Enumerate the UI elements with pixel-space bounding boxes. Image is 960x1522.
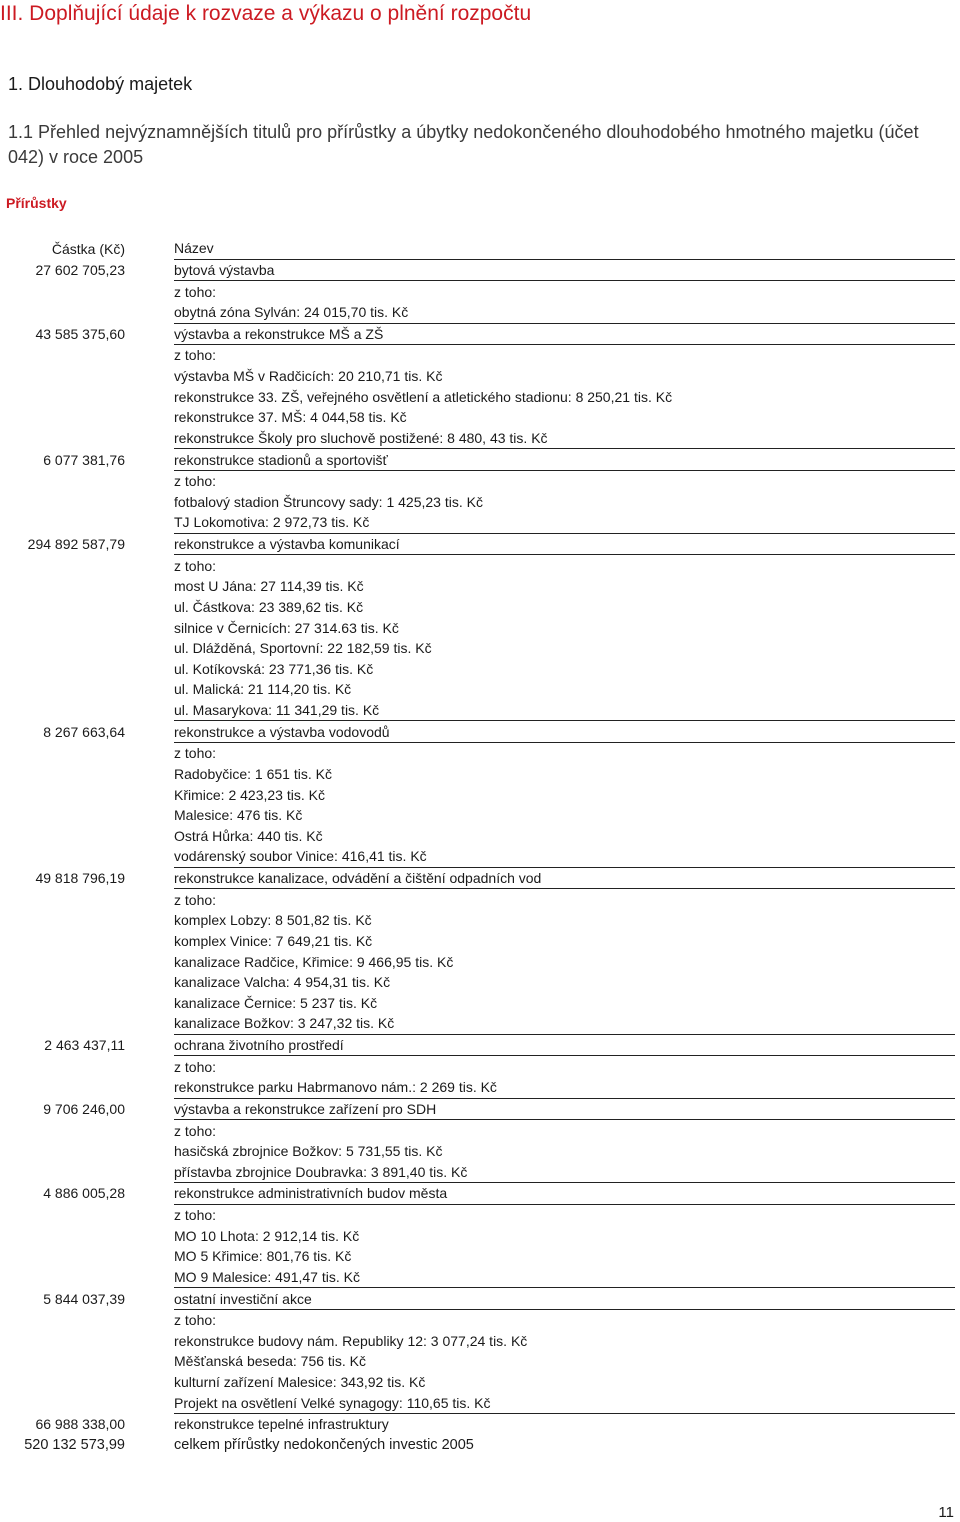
row-detail: z toho: [174, 745, 217, 762]
table-row [0, 993, 955, 1014]
row-detail: ul. Masarykova: 11 341,29 tis. Kč [174, 700, 955, 721]
table-row [0, 805, 955, 826]
table-row [0, 492, 955, 513]
row-amount-empty [0, 679, 174, 700]
row-title: rekonstrukce administrativních budov města [174, 1183, 955, 1205]
row-amount-empty [0, 1141, 174, 1162]
row-detail: výstavba MŠ v Radčicích: 20 210,71 tis. Kč [174, 368, 443, 385]
table-row [0, 867, 955, 889]
row-amount-empty [0, 1204, 174, 1225]
table-row [0, 407, 955, 428]
row-amount: 49 818 796,19 [35, 870, 125, 887]
row-amount-empty [0, 764, 174, 785]
row-amount-empty [0, 492, 174, 513]
table-row [0, 470, 955, 491]
row-amount-empty [0, 1267, 174, 1288]
row-amount: 294 892 587,79 [27, 536, 125, 553]
additions-table [0, 238, 955, 1455]
row-detail: Malesice: 476 tis. Kč [174, 807, 303, 824]
row-amount-empty [0, 407, 174, 428]
table-row [0, 764, 955, 785]
table-row [0, 302, 955, 323]
table-row [0, 1204, 955, 1225]
row-amount-empty [0, 617, 174, 638]
table-row [0, 889, 955, 910]
row-detail: Radobyčice: 1 651 tis. Kč [174, 765, 332, 782]
row-detail: kulturní zařízení Malesice: 343,92 tis. Kč [174, 1374, 426, 1391]
row-title: ostatní investiční akce [174, 1288, 955, 1310]
row-amount: 27 602 705,23 [35, 261, 125, 278]
table-row [0, 1246, 955, 1267]
total-amount: 520 132 573,99 [24, 1436, 125, 1453]
row-amount-empty [0, 972, 174, 993]
row-detail: Projekt na osvětlení Velké synagogy: 110,65 tis. Kč [174, 1392, 955, 1413]
table-row [0, 259, 955, 281]
row-detail: rekonstrukce parku Habrmanovo nám.: 2 269 tis. Kč [174, 1077, 955, 1098]
row-detail: z toho: [174, 1058, 217, 1075]
row-amount-empty [0, 1309, 174, 1330]
table-body [0, 259, 955, 1455]
table-row [0, 1013, 955, 1034]
row-amount-empty [0, 281, 174, 302]
row-detail: ul. Částkova: 23 389,62 tis. Kč [174, 598, 364, 615]
row-amount-empty [0, 700, 174, 721]
row-amount: 9 706 246,00 [43, 1100, 125, 1117]
table-row [0, 555, 955, 576]
row-detail: komplex Vinice: 7 649,21 tis. Kč [174, 932, 373, 949]
column-header-name: Název [174, 238, 955, 259]
table-row [0, 1077, 955, 1098]
row-amount-empty [0, 345, 174, 366]
row-detail: kanalizace Radčice, Křimice: 9 466,95 tis. Kč [174, 953, 454, 970]
row-detail: ul. Malická: 21 114,20 tis. Kč [174, 681, 352, 698]
row-title: výstavba a rekonstrukce MŠ a ZŠ [174, 323, 955, 345]
row-amount-empty [0, 659, 174, 680]
row-detail: silnice v Černicích: 27 314.63 tis. Kč [174, 619, 399, 636]
table-row [0, 1056, 955, 1077]
table-row [0, 951, 955, 972]
table-row [0, 743, 955, 764]
table-row [0, 784, 955, 805]
row-amount: 8 267 663,64 [43, 723, 125, 740]
row-detail: MO 10 Lhota: 2 912,14 tis. Kč [174, 1227, 360, 1244]
row-amount-empty [0, 1246, 174, 1267]
row-amount-empty [0, 555, 174, 576]
row-detail: z toho: [174, 473, 217, 490]
section-heading: 1.1 Přehled nejvýznamnějších titulů pro přírůstky a úbytky nedokončeného dlouhodobého hmotného majetku (účet 042) v roce 2005 [8, 122, 919, 167]
row-amount-empty [0, 366, 174, 387]
row-amount-empty [0, 910, 174, 931]
table-row [0, 679, 955, 700]
row-detail: z toho: [174, 347, 217, 364]
table-row [0, 1351, 955, 1372]
row-title: rekonstrukce a výstavba komunikací [174, 533, 955, 555]
row-detail: kanalizace Valcha: 4 954,31 tis. Kč [174, 974, 391, 991]
row-detail: vodárenský soubor Vinice: 416,41 tis. Kč [174, 846, 955, 867]
row-amount-empty [0, 1392, 174, 1413]
table-row [0, 721, 955, 743]
row-detail: Měšťanská beseda: 756 tis. Kč [174, 1353, 367, 1370]
document-heading: III. Doplňující údaje k rozvaze a výkazu o plnění rozpočtu [0, 2, 532, 25]
column-header-amount: Částka (Kč) [51, 240, 125, 257]
table-row [0, 1141, 955, 1162]
row-amount-empty [0, 846, 174, 867]
row-amount-empty [0, 470, 174, 491]
table-row [0, 1392, 955, 1413]
row-amount-empty [0, 993, 174, 1014]
table-row [0, 1034, 955, 1056]
row-title: rekonstrukce a výstavba vodovodů [174, 721, 955, 743]
row-amount-empty [0, 931, 174, 952]
row-amount-empty [0, 1351, 174, 1372]
row-amount-empty [0, 1013, 174, 1034]
row-detail: rekonstrukce 37. MŠ: 4 044,58 tis. Kč [174, 409, 407, 426]
table-row [0, 1331, 955, 1352]
table-row [0, 1120, 955, 1141]
table-row [0, 281, 955, 302]
row-amount-empty [0, 826, 174, 847]
row-amount-empty [0, 1372, 174, 1393]
row-amount-empty [0, 302, 174, 323]
row-amount-empty [0, 951, 174, 972]
row-amount-empty [0, 743, 174, 764]
row-detail: MO 9 Malesice: 491,47 tis. Kč [174, 1267, 955, 1288]
row-detail: z toho: [174, 891, 217, 908]
row-detail: fotbalový stadion Štruncovy sady: 1 425,23 tis. Kč [174, 493, 483, 510]
row-detail: z toho: [174, 283, 217, 300]
row-amount: 6 077 381,76 [43, 451, 125, 468]
page-number: 11 [938, 1504, 954, 1521]
chapter-heading: 1. Dlouhodobý majetek [8, 74, 193, 94]
table-row [0, 449, 955, 471]
table-row [0, 1372, 955, 1393]
row-amount-empty [0, 889, 174, 910]
row-title: rekonstrukce kanalizace, odvádění a čištění odpadních vod [174, 867, 955, 889]
table-header-row [0, 238, 955, 259]
row-amount-empty [0, 1162, 174, 1183]
row-amount: 4 886 005,28 [43, 1185, 125, 1202]
row-title: rekonstrukce tepelné infrastruktury [174, 1416, 389, 1433]
section-label: Přírůstky [6, 195, 67, 211]
table-row [0, 1162, 955, 1183]
table-row [0, 533, 955, 555]
row-detail: TJ Lokomotiva: 2 972,73 tis. Kč [174, 512, 955, 533]
table-row-total [0, 1435, 955, 1456]
row-amount-empty [0, 1077, 174, 1098]
row-detail: ul. Dlážděná, Sportovní: 22 182,59 tis. Kč [174, 640, 432, 657]
row-amount-empty [0, 1056, 174, 1077]
table-row [0, 1414, 955, 1435]
row-detail: hasičská zbrojnice Božkov: 5 731,55 tis. Kč [174, 1143, 443, 1160]
table-row [0, 323, 955, 345]
table-row [0, 1267, 955, 1288]
row-amount-empty [0, 1331, 174, 1352]
table-row [0, 1225, 955, 1246]
row-detail: MO 5 Křimice: 801,76 tis. Kč [174, 1248, 352, 1265]
table-row [0, 1288, 955, 1310]
total-title: celkem přírůstky nedokončených investic 2005 [174, 1436, 474, 1453]
row-title: bytová výstavba [174, 259, 955, 281]
row-detail: z toho: [174, 557, 217, 574]
row-detail: komplex Lobzy: 8 501,82 tis. Kč [174, 912, 372, 929]
row-amount-empty [0, 784, 174, 805]
table-row [0, 1309, 955, 1330]
row-amount-empty [0, 597, 174, 618]
row-amount-empty [0, 1120, 174, 1141]
row-detail: z toho: [174, 1207, 217, 1224]
table-row [0, 910, 955, 931]
table-row [0, 846, 955, 867]
row-title: rekonstrukce stadionů a sportovišť [174, 449, 955, 471]
row-amount-empty [0, 576, 174, 597]
table-row [0, 512, 955, 533]
row-amount: 66 988 338,00 [35, 1416, 125, 1433]
row-detail: rekonstrukce Školy pro sluchově postižené: 8 480, 43 tis. Kč [174, 428, 955, 449]
row-detail: Ostrá Hůrka: 440 tis. Kč [174, 827, 323, 844]
table-row [0, 345, 955, 366]
row-detail: obytná zóna Sylván: 24 015,70 tis. Kč [174, 302, 955, 323]
table-row [0, 972, 955, 993]
table-row [0, 659, 955, 680]
row-detail: z toho: [174, 1312, 217, 1329]
row-detail: most U Jána: 27 114,39 tis. Kč [174, 578, 364, 595]
row-detail: Křimice: 2 423,23 tis. Kč [174, 786, 325, 803]
row-detail: kanalizace Černice: 5 237 tis. Kč [174, 994, 378, 1011]
table-row [0, 638, 955, 659]
row-detail: ul. Kotíkovská: 23 771,36 tis. Kč [174, 660, 374, 677]
row-detail: z toho: [174, 1122, 217, 1139]
row-amount: 5 844 037,39 [43, 1290, 125, 1307]
row-detail: kanalizace Božkov: 3 247,32 tis. Kč [174, 1013, 955, 1034]
table-row [0, 597, 955, 618]
row-amount-empty [0, 386, 174, 407]
row-detail: rekonstrukce 33. ZŠ, veřejného osvětlení a atletického stadionu: 8 250,21 tis. Kč [174, 388, 673, 405]
row-amount: 2 463 437,11 [44, 1037, 125, 1054]
table-row [0, 576, 955, 597]
table-row [0, 700, 955, 721]
table-row [0, 617, 955, 638]
row-detail: rekonstrukce budovy nám. Republiky 12: 3 077,24 tis. Kč [174, 1332, 528, 1349]
table-row [0, 1183, 955, 1205]
row-amount-empty [0, 1225, 174, 1246]
row-title: ochrana životního prostředí [174, 1034, 955, 1056]
row-amount: 43 585 375,60 [35, 325, 125, 342]
row-amount-empty [0, 512, 174, 533]
row-amount-empty [0, 638, 174, 659]
table-row [0, 428, 955, 449]
table-row [0, 386, 955, 407]
table-row [0, 366, 955, 387]
table-row [0, 826, 955, 847]
row-detail: přístavba zbrojnice Doubravka: 3 891,40 tis. Kč [174, 1162, 955, 1183]
table-row [0, 931, 955, 952]
table-row [0, 1098, 955, 1120]
row-amount-empty [0, 805, 174, 826]
row-amount-empty [0, 428, 174, 449]
row-title: výstavba a rekonstrukce zařízení pro SDH [174, 1098, 955, 1120]
